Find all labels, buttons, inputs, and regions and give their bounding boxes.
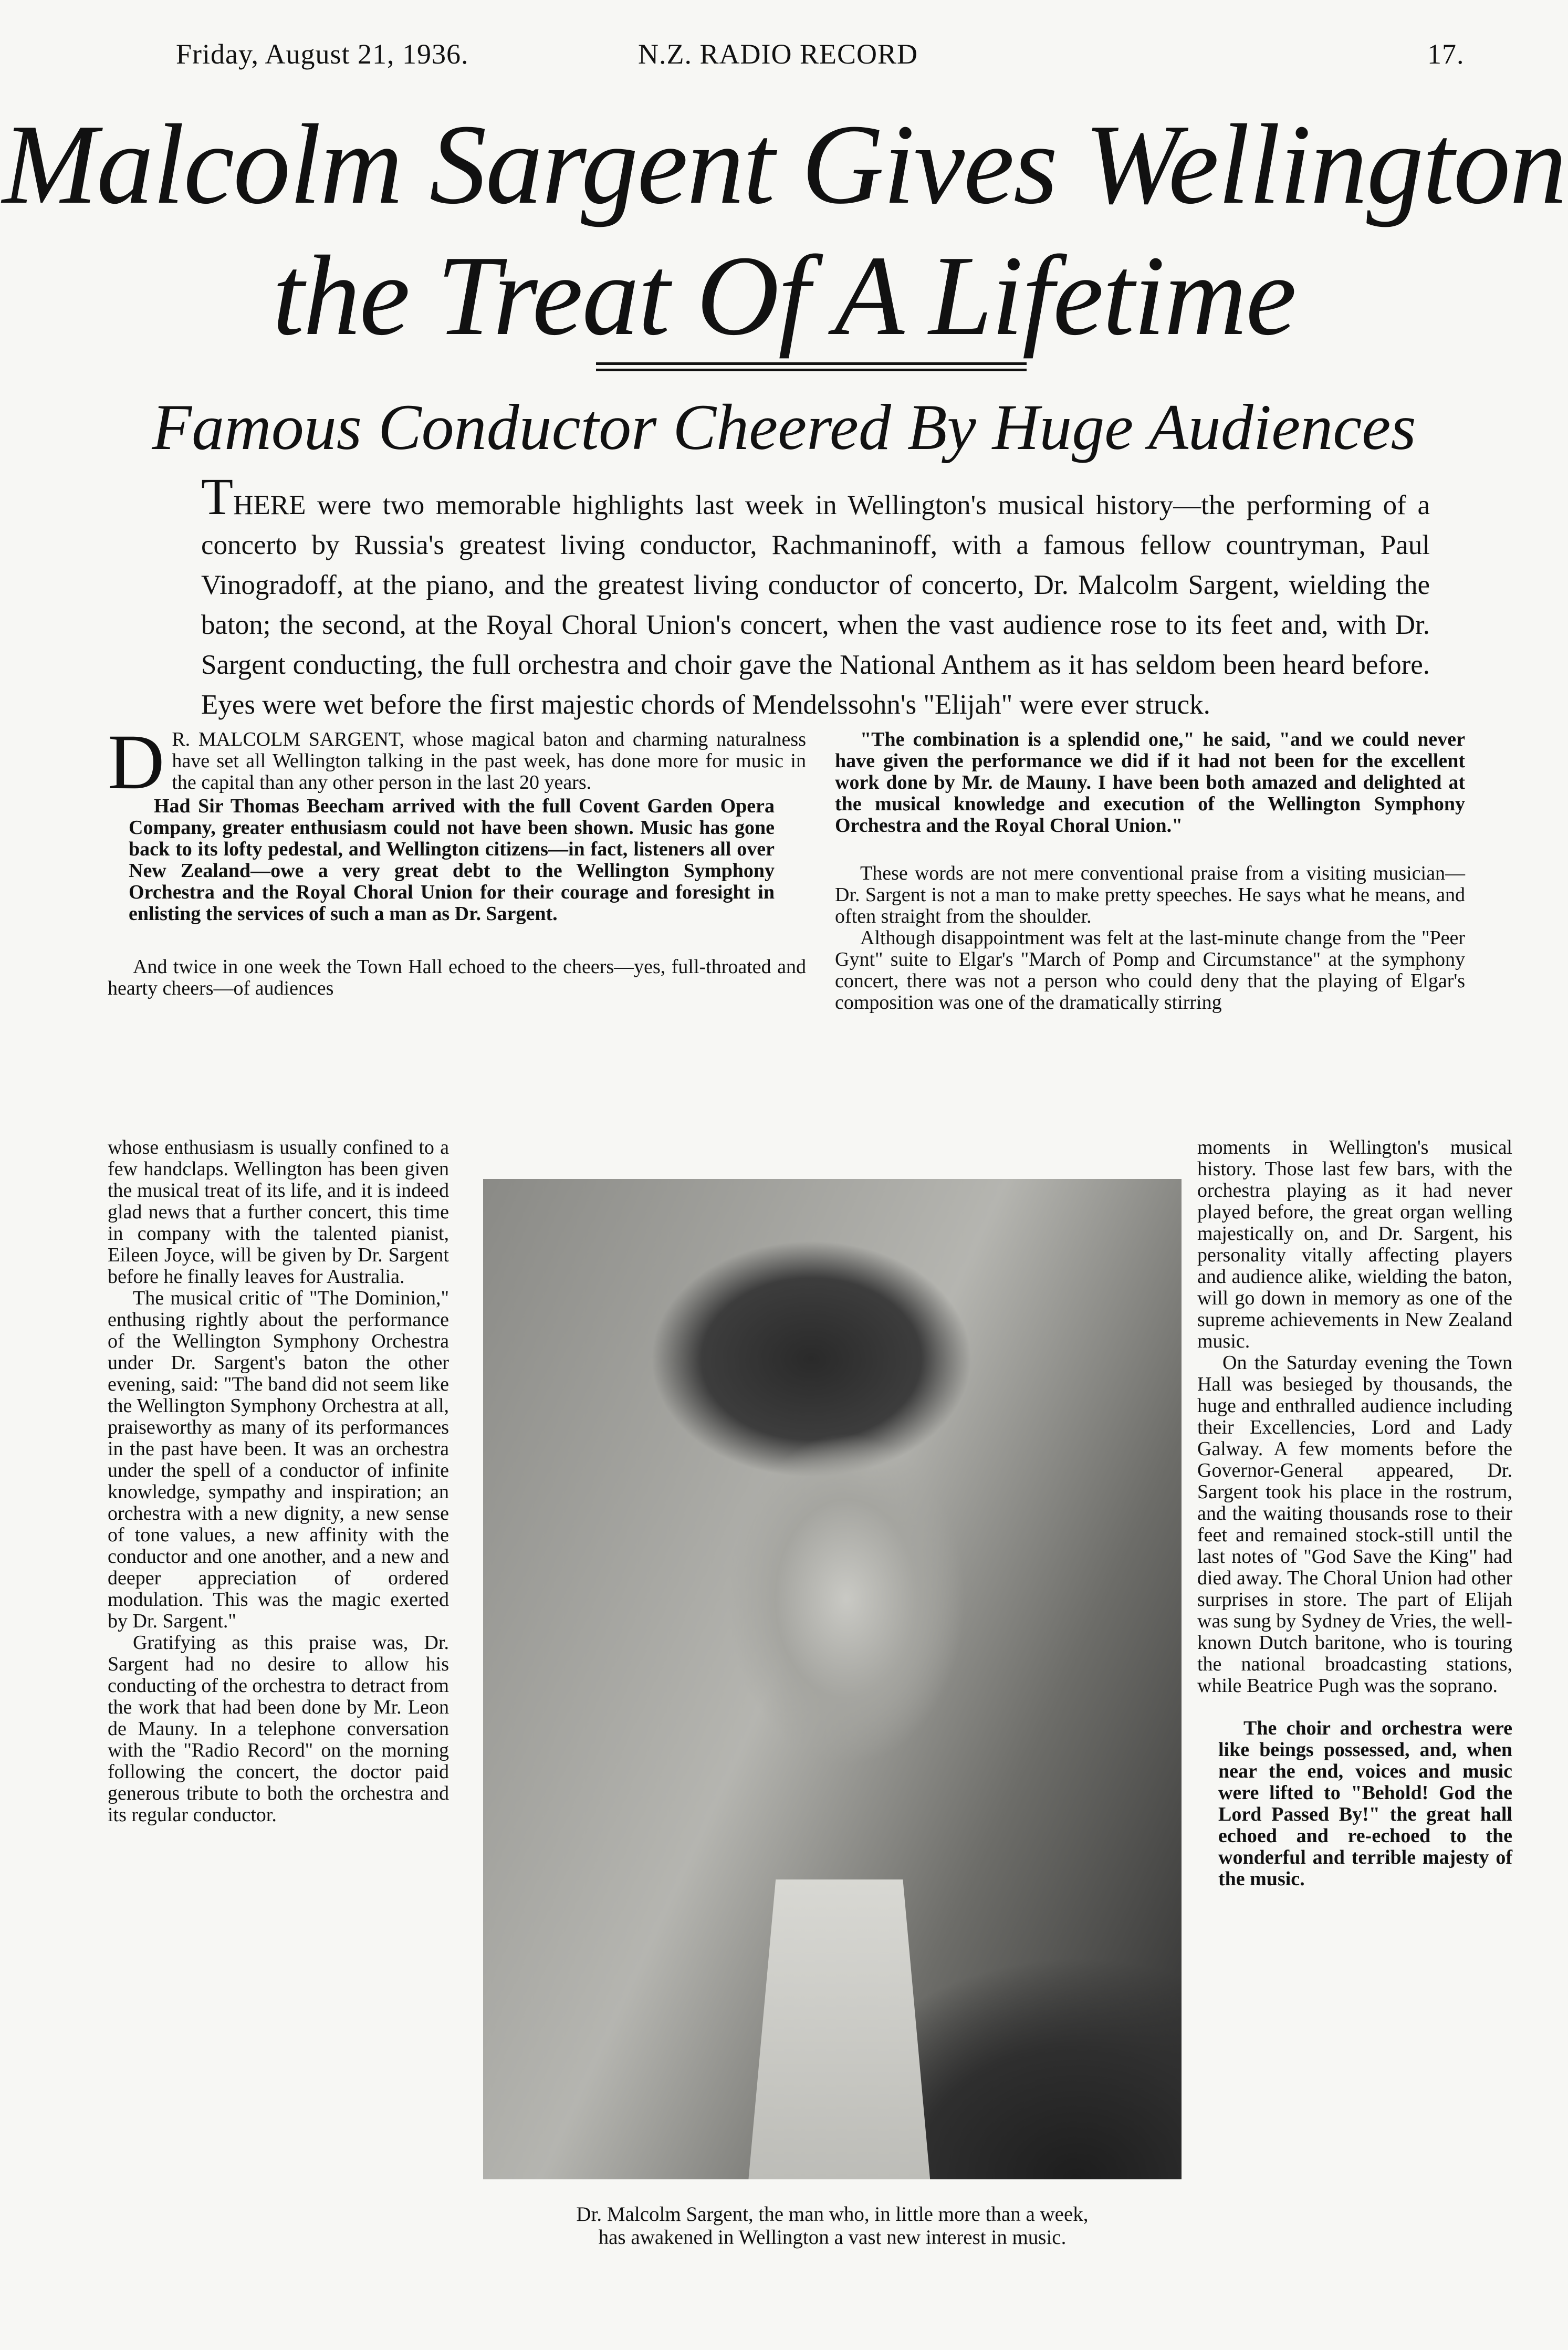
intro-paragraph: THERE were two memorable highlights last week in Wellington's musical history—the performing of a concerto by Russia's greatest living conductor, Rachmaninoff, with a famous fellow countryman, Paul Vinogradoff, at the piano, and the greatest living conductor of concerto, Dr. Malcolm Sargent, wielding the baton; the second, at the Royal Choral Union's concert, when the vast audience rose to its feet and, with Dr. Sargent conducting, the full orchestra and choir gave the National Anthem as it has seldom been heard before. Eyes were wet before the first majestic chords of Mendelssohn's "Elijah" were ever struck. xyxy=(201,467,1430,720)
article-column-1-narrow xyxy=(108,1137,449,1826)
col1n-paragraph-3: Gratifying as this praise was, Dr. Sargent had no desire to allow his conducting of the orchestra to detract from the work that had been done by Mr. Leon de Mauny. In a telephone conversation with the "Radio Record" on the morning following the concert, the doctor paid generous tribute to both the orchestra and its regular conductor. xyxy=(108,1632,449,1826)
caption-line-1: Dr. Malcolm Sargent, the man who, in little more than a week, xyxy=(576,2203,1089,2226)
article-column-3-narrow xyxy=(1197,1137,1512,1890)
col1n-paragraph-1: whose enthusiasm is usually confined to a few handclaps. Wellington has been given the musical treat of its life, and it is indeed glad news that a further concert, this time in company with the talented pianist, Eileen Joyce, will be given by Dr. Sargent before he finally leaves for Australia. xyxy=(108,1136,449,1288)
issue-date: Friday, August 21, 1936. xyxy=(176,38,469,70)
subheadline: Famous Conductor Cheered By Huge Audiences xyxy=(152,391,1416,463)
col1-paragraph-3: And twice in one week the Town Hall echoed to the cheers—yes, full-throated and hearty cheers—of audiences xyxy=(108,956,806,999)
publication-name: N.Z. RADIO RECORD xyxy=(638,38,918,70)
photo-collar-shading xyxy=(748,1879,930,2180)
article-column-2 xyxy=(835,729,1465,1014)
portrait-photo xyxy=(483,1179,1182,2179)
col3n-paragraph-2: On the Saturday evening the Town Hall was besieged by thousands, the huge and enthralled audience including their Excellencies, Lord and Lady Galway. A few moments before the Governor-General appeared, Dr. Sargent took his place in the rostrum, and the waiting thousands rose to their feet and remained stock-still until the last notes of "God Save the King" had died away. The Choral Union had other surprises in store. The part of Elijah was sung by Sydney de Vries, the well-known Dutch baritone, who is touring the national broadcasting stations, while Beatrice Pugh was the soprano. xyxy=(1197,1352,1512,1697)
headline-rule xyxy=(596,362,1027,365)
photo-caption xyxy=(473,2203,1192,2249)
article-column-1 xyxy=(108,718,806,999)
headline-line-1: Malcolm Sargent Gives Wellington xyxy=(2,101,1566,228)
col1-paragraph-1: R. MALCOLM SARGENT, whose magical baton and charming naturalness have set all Wellington talking in the past week, has done more for music in the capital than any other person in the last 20 years. xyxy=(172,728,806,793)
col2-paragraph-1: "The combination is a splendid one," he said, "and we could never have given the performance we did if it had not been for the excellent work done by Mr. de Mauny. I have been both amazed and delighted at the musical knowledge and execution of the Wellington Symphony Orchestra and the Royal Choral Union." xyxy=(835,728,1465,837)
page-number: 17. xyxy=(1427,38,1465,70)
col2-paragraph-2: These words are not mere conventional praise from a visiting musician—Dr. Sargent is not a man to make pretty speeches. He says what he means, and often straight from the shoulder. xyxy=(835,862,1465,927)
caption-line-2: has awakened in Wellington a vast new interest in music. xyxy=(598,2226,1067,2249)
headline-line-2: the Treat Of A Lifetime xyxy=(272,233,1296,359)
col3n-paragraph-1: moments in Wellington's musical history. Those last few bars, with the orchestra playing as it had never played before, the great organ welling majestically on, and Dr. Sargent, his personality vitally affecting players and audience alike, wielding the baton, will go down in memory as one of the supreme achievements in New Zealand music. xyxy=(1197,1136,1512,1352)
col1n-paragraph-2: The musical critic of "The Dominion," enthusing rightly about the performance of the Wellington Symphony Orchestra under Dr. Sargent's baton the other evening, said: "The band did not seem like the Wellington Symphony Orchestra at all, praiseworthy as many of its performances in the past have been. It was an orchestra under the spell of a conductor of infinite knowledge, sympathy and inspiration; an orchestra with a new dignity, a new sense of tone values, a new affinity with the conductor and one another, and a new and deeper appreciation of ordered modulation. This was the magic exerted by Dr. Sargent." xyxy=(108,1287,449,1632)
col1-paragraph-2: Had Sir Thomas Beecham arrived with the full Covent Garden Opera Company, greater enthusiasm could not have been shown. Music has gone back to its lofty pedestal, and Wellington citizens—in fact, listeners all over New Zealand—owe a very great debt to the Wellington Symphony Orchestra and the Royal Choral Union for their courage and foresight in enlisting the services of such a man as Dr. Sargent. xyxy=(129,795,775,925)
col3n-paragraph-3: The choir and orchestra were like beings possessed, and, when near the end, voices and music were lifted to "Behold! God the Lord Passed By!" the great hall echoed and re-echoed to the wonderful and terrible majesty of the music. xyxy=(1218,1717,1512,1890)
drop-cap: D xyxy=(108,718,165,806)
headline-rule-lower xyxy=(596,369,1027,371)
col2-paragraph-3: Although disappointment was felt at the last-minute change from the "Peer Gynt" suite to Elgar's "March of Pomp and Circumstance" at the symphony concert, there was not a person who could deny that the playing of Elgar's composition was one of the dramatically stirring xyxy=(835,927,1465,1014)
